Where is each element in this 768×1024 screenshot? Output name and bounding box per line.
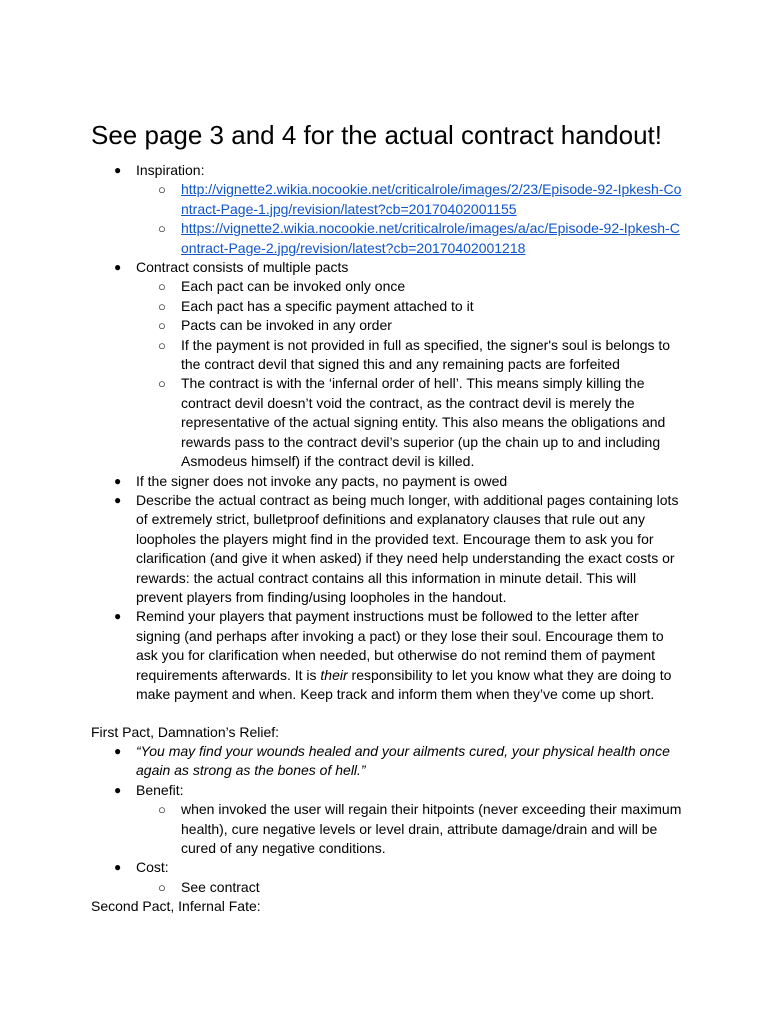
bullet-icon: ● (114, 609, 122, 624)
benefit-label: Benefit: (136, 781, 184, 798)
hollow-bullet-icon: ○ (158, 802, 166, 818)
hollow-bullet-icon: ○ (158, 376, 166, 392)
second-pact-heading: Second Pact, Infernal Fate: (91, 898, 261, 914)
list-item-describe (91, 491, 691, 607)
contract-page-2-link[interactable]: https://vignette2.wikia.nocookie.net/criticalrole/images/a/ac/Episode-92-Ipkesh-C ontract-Page-2.jpg/revision/latest?cb=20170402001218 (181, 220, 680, 256)
pact-rules-list (136, 277, 691, 471)
cost-text: See contract (181, 878, 260, 895)
list-item-rule (136, 297, 691, 316)
first-pact-list (91, 742, 691, 897)
list-item-quote (91, 742, 691, 781)
first-pact-heading: First Pact, Damnation’s Relief: (91, 724, 280, 740)
bullet-icon: ● (114, 163, 122, 177)
no-invoke-text: If the signer does not invoke any pacts, no payment is owed (136, 472, 508, 489)
hollow-bullet-icon: ○ (158, 879, 166, 895)
inspiration-links (136, 180, 691, 258)
list-item-payment-rule (136, 336, 691, 375)
list-item-multiple-pacts (91, 258, 691, 471)
hollow-bullet-icon: ○ (158, 298, 166, 314)
bullet-icon: ● (114, 473, 122, 488)
hollow-bullet-icon: ○ (158, 221, 166, 237)
page-title: See page 3 and 4 for the actual contract handout! (91, 120, 662, 150)
list-item-cost-detail (136, 878, 691, 897)
benefit-list (136, 800, 691, 858)
hollow-bullet-icon: ○ (158, 182, 166, 198)
list-item-inspiration (91, 161, 691, 258)
list-item-no-invoke (91, 472, 691, 491)
infernal-rule-text: The contract is with the ‘infernal order of hell’. This means simply killing the contract devil doesn’t void the contract, as the contract devil is merely the representative of the actual signing entity. This also means the obligations and rewards pass to the contract devil’s superior (up the chain up to and including Asmodeus himself) if the contract devil is killed. (181, 375, 666, 470)
bullet-icon: ● (114, 744, 122, 758)
cost-list (136, 878, 691, 897)
bullet-icon: ● (114, 782, 122, 797)
contract-page-1-link[interactable]: http://vignette2.wikia.nocookie.net/criticalrole/images/2/23/Episode-92-Ipkesh-Co ntract-Page-1.jpg/revision/latest?cb=20170402001155 (181, 181, 682, 217)
cost-label: Cost: (136, 859, 169, 876)
list-item-infernal-rule (136, 374, 691, 471)
list-item-link-1 (136, 180, 691, 219)
rule-text: Each pact has a specific payment attached to it (181, 297, 474, 314)
list-item-remind (91, 607, 691, 704)
rule-text: Each pact can be invoked only once (181, 278, 406, 295)
emphasis-their: their (320, 666, 348, 683)
list-item-rule (136, 277, 691, 296)
remind-text: Remind your players that payment instructions must be followed to the letter after signing (and perhaps after invoking a pact) or they lose their soul. Encourage them to ask you for clarification when needed, but otherwise do not remind them of payment requirements afterwards. It is their responsibility to let you know what they are doing to make payment and when. Keep track and inform them when they’ve come up short. (136, 608, 672, 702)
hollow-bullet-icon: ○ (158, 279, 166, 295)
notes-list (91, 161, 691, 704)
benefit-text: when invoked the user will regain their hitpoints (never exceeding their maximum health), cure negative levels or level drain, attribute damage/drain and will be cured of any negative conditions. (181, 801, 682, 857)
list-item-rule (136, 316, 691, 335)
list-item-link-2 (136, 219, 691, 258)
list-item-cost (91, 858, 691, 897)
bullet-icon: ● (114, 260, 122, 275)
pact-quote: “You may find your wounds healed and your ailments cured, your physical health once again as strong as the bones of hell.” (136, 743, 670, 779)
hollow-bullet-icon: ○ (158, 337, 166, 353)
multiple-pacts-text: Contract consists of multiple pacts (136, 259, 349, 276)
list-item-benefit (91, 781, 691, 859)
rule-text: Pacts can be invoked in any order (181, 317, 392, 334)
describe-text: Describe the actual contract as being much longer, with additional pages containing lots of extremely strict, bulletproof definitions and explanatory clauses that rule out any loopholes the players might find in the provided text. Encourage them to ask you for clarification (and give it when asked) if they need help understanding the exact costs or rewards: the actual contract contains all this information in minute detail. This will prevent players from finding/using loopholes in the handout. (136, 491, 679, 605)
hollow-bullet-icon: ○ (158, 318, 166, 334)
bullet-icon: ● (114, 860, 122, 875)
bullet-icon: ● (114, 492, 122, 507)
inspiration-label: Inspiration: (136, 162, 205, 178)
payment-rule-text: If the payment is not provided in full as specified, the signer's soul is belongs to the contract devil that signed this and any remaining pacts are forfeited (181, 336, 671, 373)
list-item-benefit-detail (136, 800, 691, 858)
